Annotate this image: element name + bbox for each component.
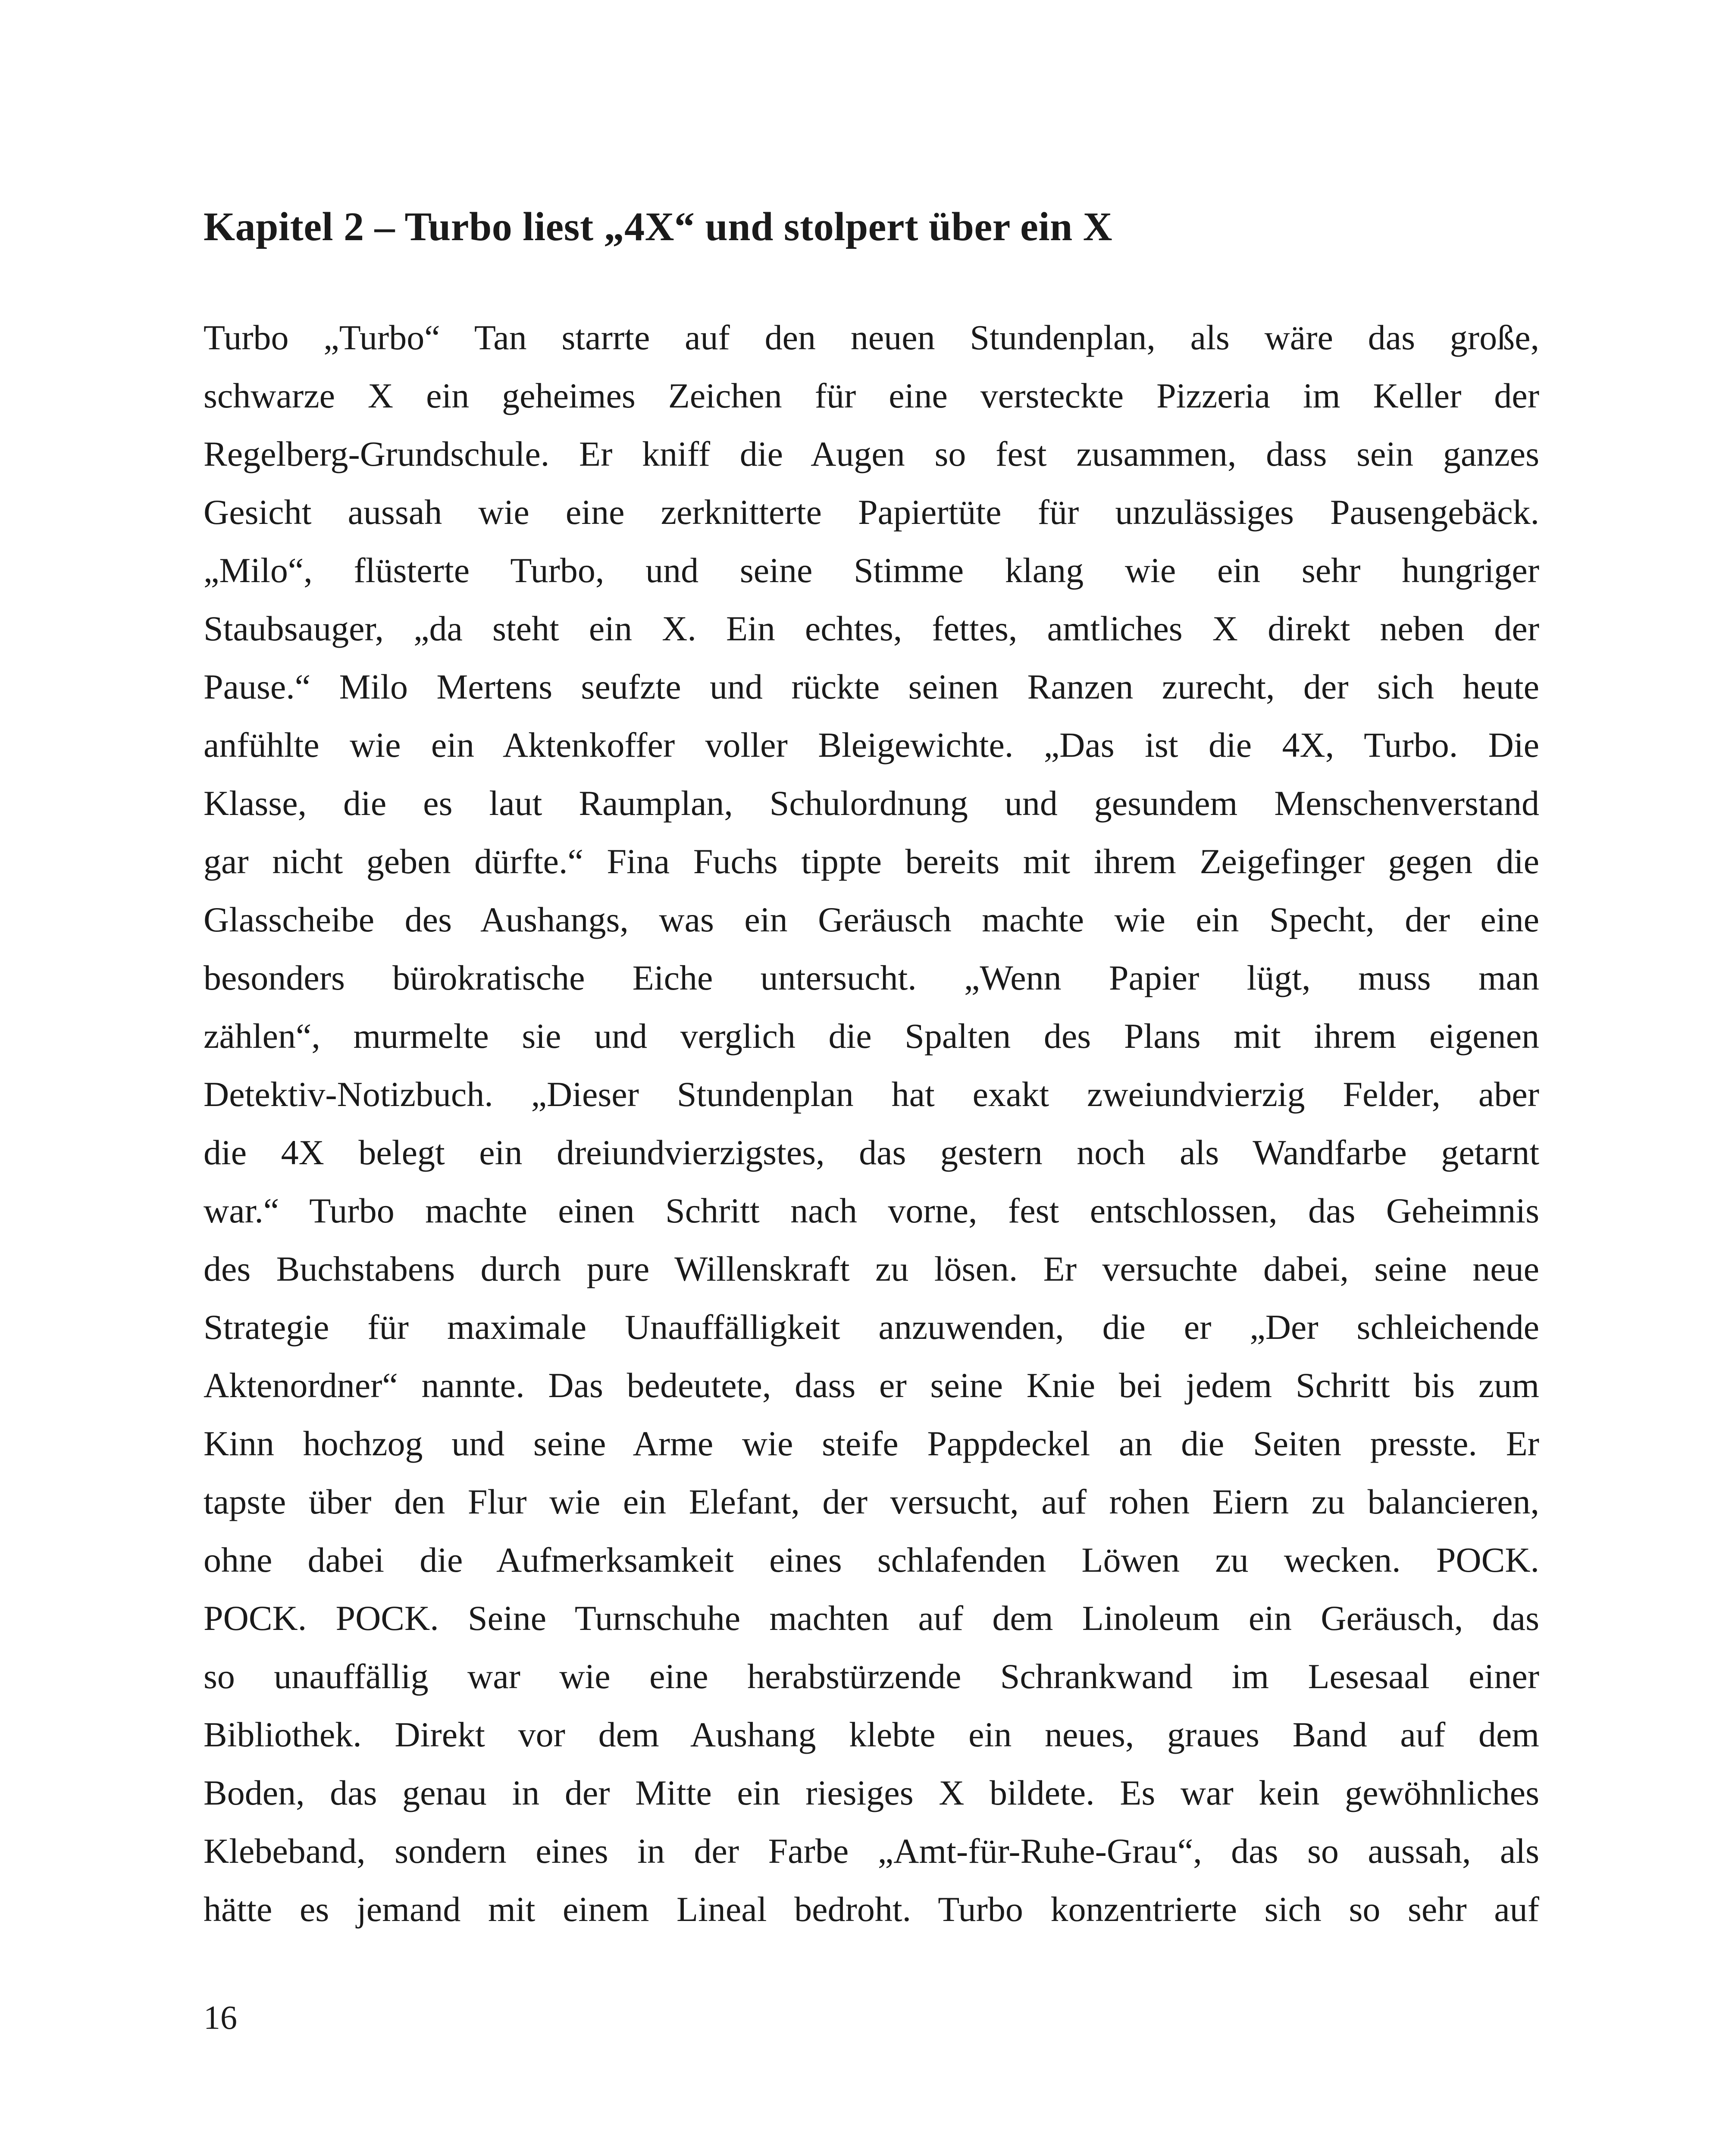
text-line: Strategie für maximale Unauffälligkeit anzuwenden, die er „Der schleichende (204, 1307, 1539, 1347)
text-line: Aktenordner“ nannte. Das bedeutete, dass er seine Knie bei jedem Schritt bis zum (204, 1366, 1539, 1405)
text-line: tapste über den Flur wie ein Elefant, der versucht, auf rohen Eiern zu balancieren, (204, 1482, 1539, 1521)
text-line: ohne dabei die Aufmerksamkeit eines schlafenden Löwen zu wecken. POCK. (204, 1540, 1539, 1579)
body-text (204, 308, 1539, 1938)
text-line: Regelberg-Grundschule. Er kniff die Augen so fest zusammen, dass sein ganzes (204, 434, 1539, 473)
text-line: „Milo“, flüsterte Turbo, und seine Stimme klang wie ein sehr hungriger (204, 551, 1539, 590)
text-line: Pause.“ Milo Mertens seufzte und rückte seinen Ranzen zurecht, der sich heute (204, 667, 1539, 706)
text-line: besonders bürokratische Eiche untersucht. „Wenn Papier lügt, muss man (204, 958, 1539, 997)
text-line: die 4X belegt ein dreiundvierzigstes, das gestern noch als Wandfarbe getarnt (204, 1133, 1539, 1172)
chapter-title: Kapitel 2 – Turbo liest „4X“ und stolpert über ein X (204, 204, 1113, 249)
text-line: Gesicht aussah wie eine zerknitterte Papiertüte für unzulässiges Pausengebäck. (204, 492, 1539, 532)
text-line: Detektiv-Notizbuch. „Dieser Stundenplan hat exakt zweiundvierzig Felder, aber (204, 1075, 1539, 1114)
text-line: anfühlte wie ein Aktenkoffer voller Bleigewichte. „Das ist die 4X, Turbo. Die (204, 725, 1539, 765)
text-line: schwarze X ein geheimes Zeichen für eine versteckte Pizzeria im Keller der (204, 376, 1539, 415)
text-line: Klasse, die es laut Raumplan, Schulordnung und gesundem Menschenverstand (204, 783, 1539, 823)
text-line: zählen“, murmelte sie und verglich die Spalten des Plans mit ihrem eigenen (204, 1016, 1539, 1056)
text-line: war.“ Turbo machte einen Schritt nach vorne, fest entschlossen, das Geheimnis (204, 1191, 1539, 1230)
text-line: Klebeband, sondern eines in der Farbe „Amt-für-Ruhe-Grau“, das so aussah, als (204, 1831, 1539, 1871)
text-line: gar nicht geben dürfte.“ Fina Fuchs tippte bereits mit ihrem Zeigefinger gegen die (204, 842, 1539, 881)
text-line: POCK. POCK. Seine Turnschuhe machten auf dem Linoleum ein Geräusch, das (204, 1598, 1539, 1638)
text-line: Bibliothek. Direkt vor dem Aushang klebte ein neues, graues Band auf dem (204, 1715, 1539, 1754)
text-line: Kinn hochzog und seine Arme wie steife Pappdeckel an die Seiten presste. Er (204, 1424, 1539, 1463)
text-line: so unauffällig war wie eine herabstürzende Schrankwand im Lesesaal einer (204, 1657, 1539, 1696)
text-line: Boden, das genau in der Mitte ein riesiges X bildete. Es war kein gewöhnliches (204, 1773, 1539, 1812)
text-line: des Buchstabens durch pure Willenskraft zu lösen. Er versuchte dabei, seine neue (204, 1249, 1539, 1288)
text-line: hätte es jemand mit einem Lineal bedroht. Turbo konzentrierte sich so sehr auf (204, 1890, 1539, 1929)
page-number: 16 (204, 1999, 237, 2036)
text-line: Glasscheibe des Aushangs, was ein Geräusch machte wie ein Specht, der eine (204, 900, 1539, 939)
text-line: Turbo „Turbo“ Tan starrte auf den neuen Stundenplan, als wäre das große, (204, 318, 1539, 357)
text-line: Staubsauger, „da steht ein X. Ein echtes, fettes, amtliches X direkt neben der (204, 609, 1539, 648)
